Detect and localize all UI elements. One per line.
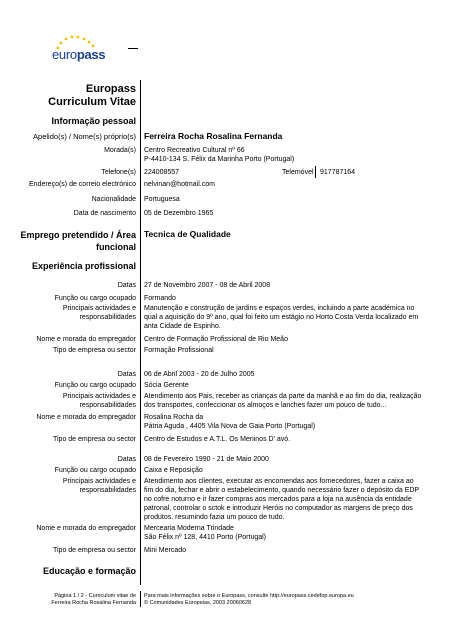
desired-label-line2: funcional: [96, 242, 136, 252]
job2-employer-label: Nome e morada do empregador: [36, 414, 136, 421]
job2-position-label: Função ou cargo ocupado: [54, 382, 136, 389]
job1-activities-label-line2: responsabilidades: [79, 314, 136, 321]
cv-heading: [48, 83, 136, 109]
job3-activities-label-line2: responsabilidades: [79, 487, 136, 494]
mobile-divider: [315, 166, 316, 178]
job3-type: Mini Mercado: [144, 547, 187, 554]
job3-employer-label: Nome e morada do empregador: [36, 525, 136, 532]
email-value: nelvinan@hotmail.com: [144, 181, 215, 188]
mobile-value: 917787164: [320, 169, 356, 176]
footer-left-line1: Página 1 / 2 - Curriculum vitae de: [54, 593, 136, 599]
mobile-label: Telemóvel: [282, 169, 314, 176]
name-value: Ferreira Rocha Rosalina Fernanda: [144, 131, 283, 141]
job2-activities-label: [63, 392, 136, 410]
address-line1: Centro Recreativo Cultural nº 66: [144, 147, 245, 154]
job1-employer-label: Nome e morada do empregador: [36, 336, 136, 343]
job2-activities-label-line1: Principais actividades e: [62, 393, 136, 400]
job2-employer-line1: Rosalina Rocha da: [144, 414, 204, 421]
nationality-value: Portuguesa: [144, 196, 180, 203]
job3-activities-label: [63, 477, 136, 495]
job1-type-label: Tipo de empresa ou sector: [52, 347, 136, 354]
job2-position: Sócia Gerente: [144, 382, 189, 389]
address-label: Morada(s): [104, 147, 136, 154]
logo-text-suffix: pass: [76, 47, 106, 62]
birthdate-label: Data de nascimento: [73, 210, 136, 217]
job1-employer: Centro de Formação Profissional de Rio Meão: [144, 336, 288, 343]
desired-label-line1: Emprego pretendido / Área: [20, 230, 136, 240]
nationality-label: Nacionalidade: [91, 196, 136, 203]
job3-dates-label: Datas: [117, 456, 136, 463]
desired-employment-label: [20, 229, 136, 253]
job1-dates-label: Datas: [117, 282, 136, 289]
name-label: Apelido(s) / Nome(s) próprio(s): [33, 132, 136, 141]
job2-dates-label: Datas: [117, 371, 136, 378]
footer-right-line2: © Comunidades Europeias, 2003 20060628: [144, 600, 252, 606]
job2-type: Centro de Estudos e A.T.L. Os Meninos D' avó.: [144, 436, 291, 443]
job3-dates: 08 de Fevereiro 1990 - 21 de Maio 2000: [144, 456, 269, 463]
section-education: Educação e formação: [42, 566, 136, 576]
job2-activities-label-line2: responsabilidades: [79, 402, 136, 409]
job1-position: Formando: [144, 295, 176, 302]
footer-left: [51, 593, 136, 607]
job1-type: Formação Profissional: [144, 347, 214, 354]
job2-employer-line2: Pátria Aguda , 4405 Vila Nova de Gaia Porto (Portugal): [144, 423, 316, 430]
section-work-experience: Experiência profissional: [31, 261, 136, 271]
job1-position-label: Função ou cargo ocupado: [54, 295, 136, 302]
phone-value: 224008557: [144, 169, 180, 176]
job3-type-label: Tipo de empresa ou sector: [52, 547, 136, 554]
footer-right: [144, 593, 354, 607]
phone-label: Telefone(s): [101, 169, 136, 176]
job1-activities-label-line1: Principais actividades e: [62, 305, 136, 312]
section-personal-info: Informação pessoal: [51, 116, 136, 126]
job3-position: Caixa e Reposição: [144, 467, 203, 474]
job2-activities: Atendimento aos Pais, receber as crianças da parte da manhã e ao fim do dia, realização dos transportes, confeccionar os almoços e lanches fazer um pouco de tudo...: [144, 393, 422, 409]
job3-position-label: Função ou cargo ocupado: [54, 467, 136, 474]
cv-heading-line1: Europass: [85, 83, 136, 95]
logo-text-prefix: euro: [52, 47, 77, 62]
birthdate-value: 05 de Dezembro 1965: [144, 210, 214, 217]
footer-right-line1: Para mais informações sobre o Europass, consulte http://europass.cedefop.europa.eu: [144, 593, 354, 599]
footer-divider: [140, 591, 141, 607]
europass-logo: [48, 34, 108, 66]
job2-dates: 06 de Abril 2003 - 20 de Julho 2005: [144, 371, 255, 378]
job3-employer-line1: Mercearia Moderna Trindade: [144, 525, 234, 532]
address-line2: P-4410-134 S. Félix da Marinha Porto (Portugal): [144, 156, 295, 163]
job1-dates: 27 de Novembro 2007 - 08 de Abril 2008: [144, 282, 271, 289]
job3-employer-line2: São Félix nº 128, 4410 Porto (Portugal): [144, 534, 267, 541]
job2-type-label: Tipo de empresa ou sector: [52, 436, 136, 443]
logo-rule: [128, 48, 138, 49]
email-label: Endereço(s) de correio electrónico: [29, 181, 136, 188]
job3-activities-label-line1: Principais actividades e: [62, 478, 136, 485]
job1-activities: Manutenção e construção de jardins e espaços verdes, incluindo a parte académica no qual a aquisição do 9º ano, qual foi feito um estágio no Horto Costa Verda localizado em anta Cidade de Espinho.: [144, 305, 419, 330]
footer-left-line2: Ferreira Rocha Rosalina Fernanda: [51, 600, 136, 606]
job3-activities: Atendimento aos clientes, executar as encomendas aos fornecedores, fazer a caixa ao fim do dia, fechar e abrir o estabelecimento, quando necessário fazer o depósito da EDP no cofre noturno e ir fazer compras aos mercados para a loja na ausência da entidade patronal, controlar o sctok e introduzir Heróis no computador as margens de preço dos produtos. resumindo fazia um pouco de tudo.: [144, 478, 419, 521]
desired-employment-value: Tecnica de Qualidade: [144, 229, 231, 239]
job1-activities-label: [63, 304, 136, 322]
column-divider: [140, 80, 141, 585]
cv-heading-line2: Curriculum Vitae: [48, 96, 136, 108]
